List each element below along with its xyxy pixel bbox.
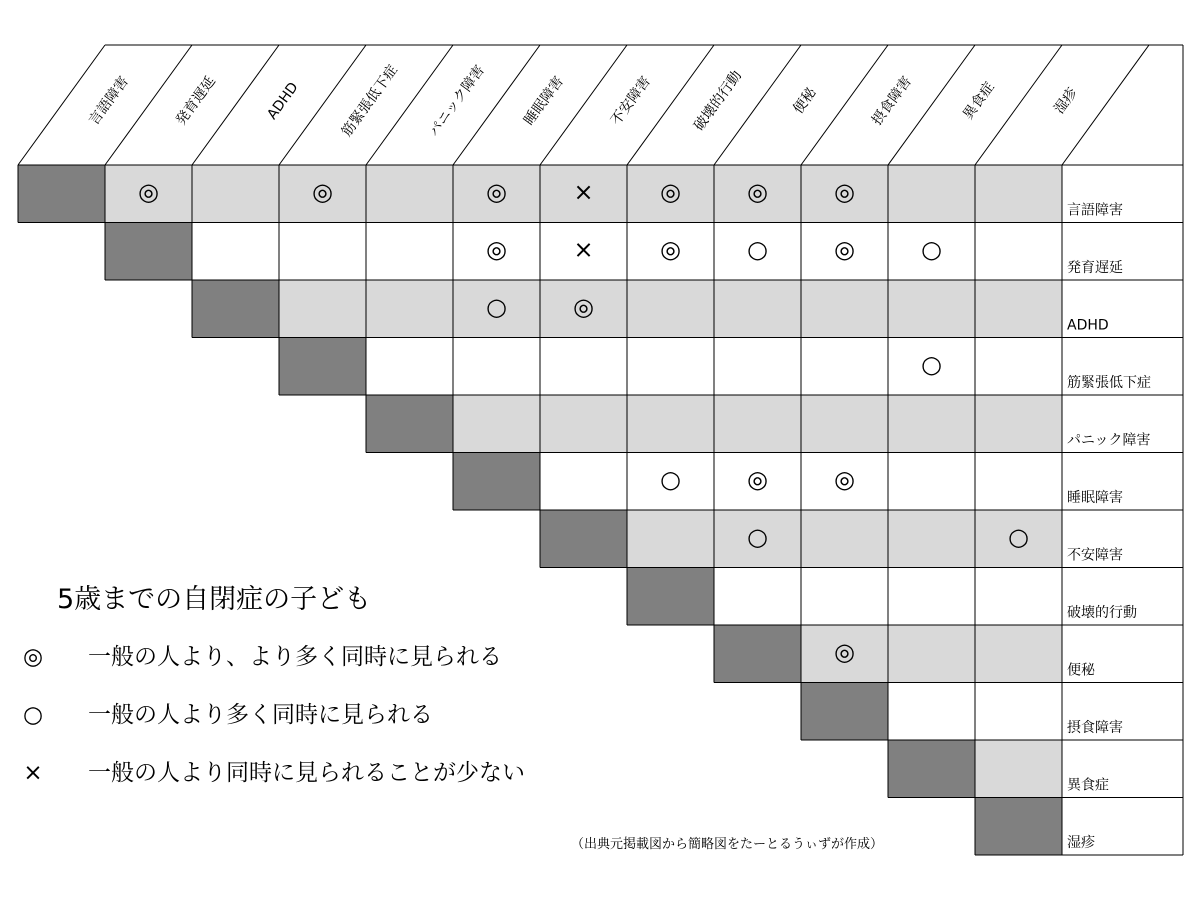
matrix-cell xyxy=(279,280,366,338)
header-divider-line xyxy=(105,45,192,165)
column-header-label: 湿疹 xyxy=(1051,84,1081,118)
header-divider-line xyxy=(1062,45,1149,165)
double-circle-mark: ◎ xyxy=(573,293,594,321)
matrix-cell xyxy=(366,338,453,396)
row-header-label: 摂食障害 xyxy=(1067,720,1123,736)
double-circle-mark: ◎ xyxy=(486,178,507,206)
diagonal-cell xyxy=(18,165,105,223)
circle-mark: ○ xyxy=(747,523,768,551)
matrix-cell xyxy=(975,223,1062,281)
double-circle-mark: ◎ xyxy=(834,178,855,206)
matrix-cell xyxy=(975,338,1062,396)
legend-text-double-circle: 一般の人より、より多く同時に見られる xyxy=(88,644,502,670)
double-circle-mark: ◎ xyxy=(138,178,159,206)
matrix-cell xyxy=(975,683,1062,741)
matrix-cell xyxy=(801,395,888,453)
diagonal-cell xyxy=(279,338,366,396)
matrix-cell xyxy=(540,453,627,511)
diagonal-cell xyxy=(975,798,1062,856)
matrix-cell xyxy=(714,395,801,453)
legend-title: 5歳までの自閉症の子ども xyxy=(57,584,372,615)
column-header-label: パニック障害 xyxy=(426,62,488,140)
circle-mark: ○ xyxy=(747,235,768,264)
row-header-label: 破壊的行動 xyxy=(1067,605,1137,621)
circle-mark: ○ xyxy=(486,293,507,321)
diagonal-cell xyxy=(627,568,714,626)
matrix-cell xyxy=(975,395,1062,453)
legend-item-cross xyxy=(23,760,525,786)
header-divider-line xyxy=(888,45,975,165)
source-note: （出典元掲載図から簡略図をたーとるうぃずが作成） xyxy=(570,837,884,852)
row-header-label: 不安障害 xyxy=(1067,547,1123,564)
circle-mark: ○ xyxy=(921,235,942,264)
diagonal-cell xyxy=(192,280,279,338)
column-header-label: 筋緊張低下症 xyxy=(338,62,402,140)
matrix-cell xyxy=(975,280,1062,338)
matrix-cell xyxy=(627,510,714,568)
matrix-cell xyxy=(888,683,975,741)
matrix-cell xyxy=(627,280,714,338)
cross-mark: × xyxy=(573,235,594,264)
matrix-cell xyxy=(888,280,975,338)
row-header-label: 異食症 xyxy=(1067,777,1109,794)
matrix-cell xyxy=(192,165,279,223)
matrix-cell xyxy=(888,568,975,626)
row-header-label: パニック障害 xyxy=(1067,432,1151,449)
column-header-label: 言語障害 xyxy=(86,73,132,129)
legend-symbol-double-circle: ◎ xyxy=(22,644,44,670)
matrix-cell xyxy=(714,338,801,396)
column-header-label: 睡眠障害 xyxy=(521,73,567,129)
double-circle-mark: ◎ xyxy=(834,638,855,666)
matrix-cell xyxy=(801,338,888,396)
header-divider-line xyxy=(366,45,453,165)
matrix-cell xyxy=(975,740,1062,798)
matrix-cell xyxy=(366,165,453,223)
matrix-cell xyxy=(801,510,888,568)
diagonal-cell xyxy=(105,223,192,281)
matrix-cell xyxy=(714,280,801,338)
matrix-cell xyxy=(801,568,888,626)
matrix-cell xyxy=(453,395,540,453)
legend xyxy=(23,584,525,786)
circle-mark: ○ xyxy=(660,465,681,494)
matrix-cell xyxy=(975,165,1062,223)
matrix-cell xyxy=(714,568,801,626)
diagonal-cell xyxy=(888,740,975,798)
header-divider-line xyxy=(801,45,888,165)
matrix-cell xyxy=(453,338,540,396)
double-circle-mark: ◎ xyxy=(312,178,333,206)
row-header-label: 睡眠障害 xyxy=(1067,490,1123,506)
header-divider-line xyxy=(192,45,279,165)
column-header-label: 発育遅延 xyxy=(173,73,219,129)
double-circle-mark: ◎ xyxy=(747,465,768,494)
diagonal-cell xyxy=(801,683,888,741)
double-circle-mark: ◎ xyxy=(834,235,855,264)
matrix-cell xyxy=(627,395,714,453)
column-header-label: 不安障害 xyxy=(608,73,654,129)
legend-text-cross: 一般の人より同時に見られることが少ない xyxy=(88,760,525,786)
matrix-cell xyxy=(540,338,627,396)
column-header-label: 便秘 xyxy=(790,84,820,118)
matrix-cell xyxy=(801,280,888,338)
circle-mark: ○ xyxy=(1008,523,1029,551)
row-header-label: 便秘 xyxy=(1067,662,1095,679)
matrix-cell xyxy=(888,453,975,511)
legend-item-circle xyxy=(23,702,433,728)
legend-symbol-cross: × xyxy=(23,760,43,786)
matrix-cell xyxy=(627,338,714,396)
header-divider-line xyxy=(714,45,801,165)
row-header-label: 発育遅延 xyxy=(1067,260,1123,276)
header-divider-line xyxy=(18,45,105,165)
double-circle-mark: ◎ xyxy=(660,235,681,264)
header-divider-line xyxy=(975,45,1062,165)
circle-mark: ○ xyxy=(921,350,942,379)
double-circle-mark: ◎ xyxy=(486,235,507,264)
matrix-cell xyxy=(888,395,975,453)
legend-text-circle: 一般の人より多く同時に見られる xyxy=(88,702,433,728)
column-header-label: 異食症 xyxy=(960,79,998,123)
matrix-cell xyxy=(366,280,453,338)
column-headers xyxy=(86,62,1081,139)
header-divider-line xyxy=(279,45,366,165)
matrix-cell xyxy=(888,510,975,568)
matrix-cell xyxy=(975,625,1062,683)
matrix-cell xyxy=(279,223,366,281)
legend-symbol-circle: ○ xyxy=(22,702,44,728)
header-divider-line xyxy=(540,45,627,165)
diagonal-cell xyxy=(714,625,801,683)
matrix-cell xyxy=(888,165,975,223)
column-header-label: 摂食障害 xyxy=(869,73,915,129)
row-header-label: 筋緊張低下症 xyxy=(1067,375,1151,391)
double-circle-mark: ◎ xyxy=(834,465,855,494)
matrix-cell xyxy=(540,395,627,453)
diagonal-cell xyxy=(540,510,627,568)
header-divider-line xyxy=(453,45,540,165)
matrix-cell xyxy=(975,568,1062,626)
row-header-label: 湿疹 xyxy=(1067,835,1095,851)
diagonal-cell xyxy=(453,453,540,511)
matrix-cell xyxy=(366,223,453,281)
legend-item-double-circle xyxy=(23,644,502,670)
double-circle-mark: ◎ xyxy=(660,178,681,206)
column-header-label: 破壊的行動 xyxy=(690,67,746,135)
cross-mark: × xyxy=(573,178,594,206)
column-header-label: ADHD xyxy=(264,79,302,123)
matrix-cell xyxy=(192,223,279,281)
matrix-cell xyxy=(975,453,1062,511)
double-circle-mark: ◎ xyxy=(747,178,768,206)
diagonal-cell xyxy=(366,395,453,453)
matrix-cell xyxy=(888,625,975,683)
header-divider-line xyxy=(627,45,714,165)
row-header-label: ADHD xyxy=(1067,317,1109,334)
row-header-label: 言語障害 xyxy=(1067,202,1123,219)
